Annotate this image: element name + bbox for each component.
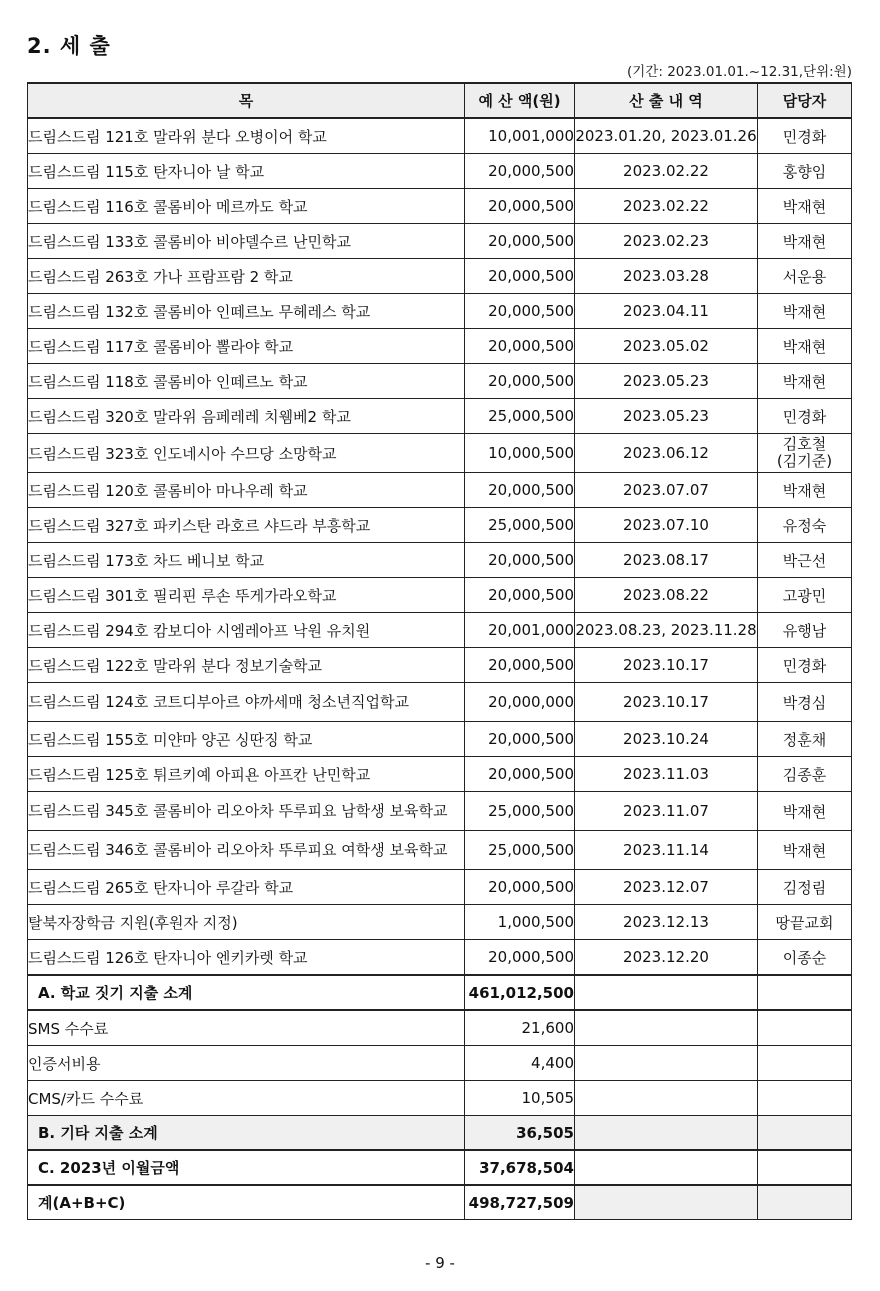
row-manager: 민경화 [758, 118, 852, 154]
row-item: 드림스드림 124호 코트디부아르 야까세매 청소년직업학교 [28, 683, 465, 722]
table-row [28, 648, 852, 683]
table-row [28, 294, 852, 329]
row-manager: 박재현 [758, 294, 852, 329]
row-amount: 25,000,500 [465, 399, 575, 434]
row-manager: 유행남 [758, 613, 852, 648]
row-item: 드림스드림 173호 차드 베니보 학교 [28, 543, 465, 578]
subtotal-c-amount: 37,678,504 [465, 1150, 575, 1185]
table-header-row [28, 83, 852, 118]
row-details: 2023.04.11 [575, 294, 758, 329]
row-details: 2023.02.23 [575, 224, 758, 259]
row-details: 2023.11.03 [575, 757, 758, 792]
table-row [28, 543, 852, 578]
row-manager: 박근선 [758, 543, 852, 578]
header-budget: 예 산 액(원) [465, 83, 575, 118]
row-details: 2023.10.17 [575, 683, 758, 722]
row-details: 2023.05.02 [575, 329, 758, 364]
row-manager: 박재현 [758, 189, 852, 224]
row-manager: 김호철 (김기준) [758, 434, 852, 473]
row-manager: 땅끝교회 [758, 905, 852, 940]
row-details: 2023.02.22 [575, 154, 758, 189]
row-item: 드림스드림 126호 탄자니아 엔키카렛 학교 [28, 940, 465, 976]
row-item: 드림스드림 320호 말라위 음페레레 치웸베2 학교 [28, 399, 465, 434]
row-manager: 고광민 [758, 578, 852, 613]
table-row [28, 870, 852, 905]
row-manager: 박경심 [758, 683, 852, 722]
empty-cell [575, 1185, 758, 1220]
other-row [28, 1081, 852, 1116]
row-item: 드림스드림 117호 콜롬비아 뽈라야 학교 [28, 329, 465, 364]
row-amount: 20,000,500 [465, 259, 575, 294]
subtotal-c-row [28, 1150, 852, 1185]
table-row [28, 792, 852, 831]
table-row [28, 613, 852, 648]
table-row [28, 154, 852, 189]
row-amount: 25,000,500 [465, 831, 575, 870]
row-item: 드림스드림 132호 콜롬비아 인떼르노 무헤레스 학교 [28, 294, 465, 329]
table-summary [28, 975, 852, 1220]
row-details: 2023.12.07 [575, 870, 758, 905]
row-details: 2023.10.24 [575, 722, 758, 757]
period-unit-note: (기간: 2023.01.01.~12.31,단위:원) [627, 64, 852, 80]
row-item: 드림스드림 346호 콜롬비아 리오아차 뚜루피요 여학생 보육학교 [28, 831, 465, 870]
table-row [28, 224, 852, 259]
row-amount: 20,000,000 [465, 683, 575, 722]
grand-total-row [28, 1185, 852, 1220]
row-item: 드림스드림 301호 필리핀 루손 뚜게가라오학교 [28, 578, 465, 613]
row-manager: 김종훈 [758, 757, 852, 792]
table-row [28, 399, 852, 434]
subtotal-b-label: B. 기타 지출 소계 [28, 1116, 465, 1151]
row-item: 드림스드림 327호 파키스탄 라호르 샤드라 부흥학교 [28, 508, 465, 543]
table-row [28, 905, 852, 940]
row-amount: 20,000,500 [465, 364, 575, 399]
row-amount: 20,000,500 [465, 294, 575, 329]
empty-cell [575, 975, 758, 1010]
table-row [28, 722, 852, 757]
row-amount: 20,000,500 [465, 578, 575, 613]
row-manager: 박재현 [758, 224, 852, 259]
row-manager: 박재현 [758, 329, 852, 364]
empty-cell [758, 1046, 852, 1081]
row-manager: 박재현 [758, 792, 852, 831]
other-row [28, 1010, 852, 1046]
section-heading: 2. 세 출 [27, 34, 111, 58]
header-details: 산 출 내 역 [575, 83, 758, 118]
row-details: 2023.02.22 [575, 189, 758, 224]
row-amount: 10,000,500 [465, 434, 575, 473]
row-manager: 민경화 [758, 648, 852, 683]
other-amount: 21,600 [465, 1010, 575, 1046]
other-amount: 4,400 [465, 1046, 575, 1081]
table-row [28, 118, 852, 154]
other-item: CMS/카드 수수료 [28, 1081, 465, 1116]
row-amount: 20,000,500 [465, 757, 575, 792]
row-item: 드림스드림 120호 콜롬비아 마나우레 학교 [28, 473, 465, 508]
row-item: 드림스드림 122호 말라위 분다 정보기술학교 [28, 648, 465, 683]
row-manager: 홍향임 [758, 154, 852, 189]
row-details: 2023.11.07 [575, 792, 758, 831]
grand-total-label: 계(A+B+C) [28, 1185, 465, 1220]
row-details: 2023.05.23 [575, 399, 758, 434]
other-amount: 10,505 [465, 1081, 575, 1116]
row-amount: 10,001,000 [465, 118, 575, 154]
empty-cell [758, 1010, 852, 1046]
row-amount: 25,000,500 [465, 508, 575, 543]
subtotal-a-label: A. 학교 짓기 지출 소계 [28, 975, 465, 1010]
row-item: 드림스드림 133호 콜롬비아 비야델수르 난민학교 [28, 224, 465, 259]
table-row [28, 831, 852, 870]
row-manager: 서운용 [758, 259, 852, 294]
subtotal-a-row [28, 975, 852, 1010]
row-amount: 20,000,500 [465, 473, 575, 508]
table-row [28, 578, 852, 613]
empty-cell [575, 1081, 758, 1116]
row-item: 드림스드림 121호 말라위 분다 오병이어 학교 [28, 118, 465, 154]
empty-cell [758, 1081, 852, 1116]
row-amount: 25,000,500 [465, 792, 575, 831]
row-manager: 박재현 [758, 473, 852, 508]
empty-cell [758, 1150, 852, 1185]
table-body [28, 118, 852, 975]
row-manager: 박재현 [758, 831, 852, 870]
row-item: 드림스드림 118호 콜롬비아 인떼르노 학교 [28, 364, 465, 399]
empty-cell [575, 1046, 758, 1081]
row-details: 2023.12.20 [575, 940, 758, 976]
subtotal-b-amount: 36,505 [465, 1116, 575, 1151]
row-amount: 20,000,500 [465, 940, 575, 976]
row-item: 드림스드림 125호 튀르키예 아피욘 아프칸 난민학교 [28, 757, 465, 792]
row-amount: 20,000,500 [465, 189, 575, 224]
row-details: 2023.07.07 [575, 473, 758, 508]
row-details: 2023.07.10 [575, 508, 758, 543]
table-row [28, 757, 852, 792]
row-amount: 20,001,000 [465, 613, 575, 648]
row-amount: 20,000,500 [465, 648, 575, 683]
other-item: 인증서비용 [28, 1046, 465, 1081]
row-details: 2023.08.17 [575, 543, 758, 578]
row-manager: 정훈채 [758, 722, 852, 757]
table-row [28, 434, 852, 473]
empty-cell [758, 1185, 852, 1220]
header-manager: 담당자 [758, 83, 852, 118]
table-row [28, 329, 852, 364]
empty-cell [575, 1010, 758, 1046]
subtotal-a-amount: 461,012,500 [465, 975, 575, 1010]
row-amount: 1,000,500 [465, 905, 575, 940]
row-manager: 박재현 [758, 364, 852, 399]
row-amount: 20,000,500 [465, 722, 575, 757]
row-item: 드림스드림 155호 미얀마 양곤 싱딴징 학교 [28, 722, 465, 757]
subtotal-c-label: C. 2023년 이월금액 [28, 1150, 465, 1185]
row-manager: 민경화 [758, 399, 852, 434]
row-item: 드림스드림 263호 가나 프람프람 2 학교 [28, 259, 465, 294]
row-item: 드림스드림 265호 탄자니아 루갈라 학교 [28, 870, 465, 905]
table-row [28, 364, 852, 399]
row-item: 드림스드림 115호 탄자니아 날 학교 [28, 154, 465, 189]
row-details: 2023.08.23, 2023.11.28 [575, 613, 758, 648]
row-details: 2023.08.22 [575, 578, 758, 613]
table-row [28, 508, 852, 543]
row-details: 2023.12.13 [575, 905, 758, 940]
empty-cell [758, 975, 852, 1010]
row-item: 드림스드림 345호 콜롬비아 리오아차 뚜루피요 남학생 보육학교 [28, 792, 465, 831]
row-amount: 20,000,500 [465, 543, 575, 578]
row-details: 2023.06.12 [575, 434, 758, 473]
row-details: 2023.05.23 [575, 364, 758, 399]
empty-cell [575, 1116, 758, 1151]
other-item: SMS 수수료 [28, 1010, 465, 1046]
page-number: - 9 - [425, 1254, 455, 1272]
table-row [28, 940, 852, 976]
row-amount: 20,000,500 [465, 224, 575, 259]
row-manager: 김정림 [758, 870, 852, 905]
expenditure-table [27, 82, 852, 1220]
row-item: 드림스드림 323호 인도네시아 수므당 소망학교 [28, 434, 465, 473]
row-amount: 20,000,500 [465, 870, 575, 905]
row-item: 드림스드림 294호 캄보디아 시엠레아프 낙원 유치원 [28, 613, 465, 648]
other-row [28, 1046, 852, 1081]
table-row [28, 473, 852, 508]
row-details: 2023.03.28 [575, 259, 758, 294]
row-manager: 유정숙 [758, 508, 852, 543]
row-details: 2023.11.14 [575, 831, 758, 870]
empty-cell [575, 1150, 758, 1185]
row-amount: 20,000,500 [465, 154, 575, 189]
table-row [28, 683, 852, 722]
row-item: 탈북자장학금 지원(후원자 지정) [28, 905, 465, 940]
table-row [28, 259, 852, 294]
row-details: 2023.10.17 [575, 648, 758, 683]
header-item: 목 [28, 83, 465, 118]
subtotal-b-row [28, 1116, 852, 1151]
row-item: 드림스드림 116호 콜롬비아 메르까도 학교 [28, 189, 465, 224]
empty-cell [758, 1116, 852, 1151]
row-manager: 이종순 [758, 940, 852, 976]
table-row [28, 189, 852, 224]
row-amount: 20,000,500 [465, 329, 575, 364]
grand-total-amount: 498,727,509 [465, 1185, 575, 1220]
row-details: 2023.01.20, 2023.01.26 [575, 118, 758, 154]
